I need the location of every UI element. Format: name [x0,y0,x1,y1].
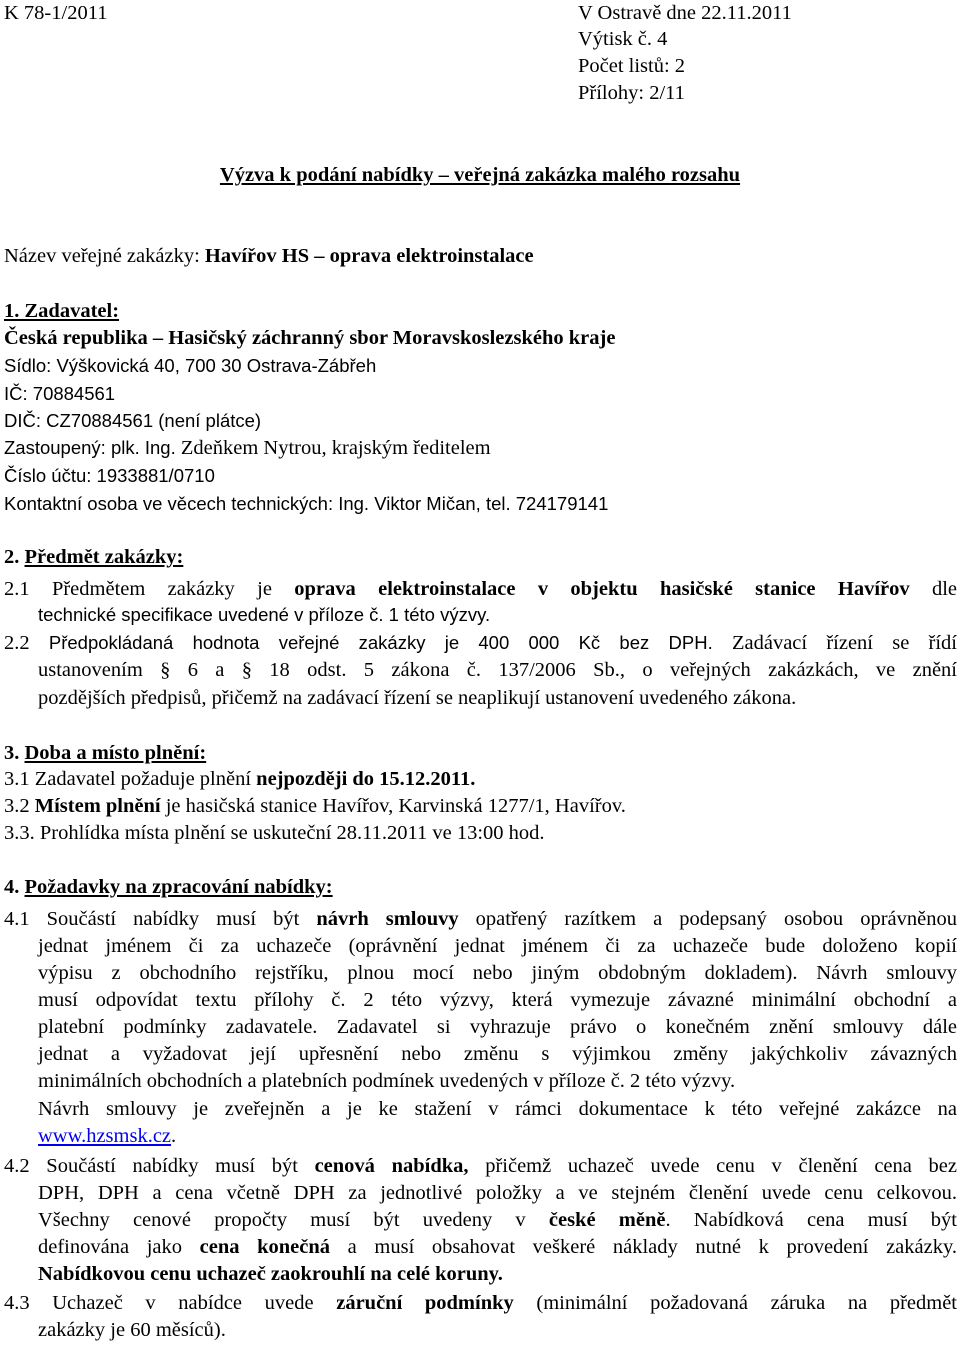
paragraph-4-1-line-7: minimálních obchodních a platebních podmínek uvedených v příloze č. 2 této výzvy. [38,1070,736,1092]
contract-name-value: Havířov HS – oprava elektroinstalace [204,245,534,267]
paragraph-4-1-line-4: musí odpovídat textu přílohy č. 2 této výzvy, která vymezuje závazné minimální obchodní a [38,989,957,1011]
document-title: Výzva k podání nabídky – veřejná zakázka malého rozsahu [219,164,741,186]
authority-representative: Zastoupený: plk. Ing. Zdeňkem Nytrou, krajským ředitelem [4,437,491,459]
authority-dic: DIČ: CZ70884561 (není plátce) [4,410,262,431]
section-2-heading: 2. Předmět zakázky: [4,546,184,568]
paragraph-4-1-line-3: výpisu z obchodního rejstříku, plnou mocí nebo jiným obdobným dokladem). Návrh smlouvy [38,962,957,984]
contract-name-label: Název veřejné zakázky: [4,245,205,267]
paragraph-3-3: 3.3. Prohlídka místa plnění se uskuteční 28.11.2011 ve 13:00 hod. [4,822,545,844]
paragraph-2-1-line-1: 2.1 Předmětem zakázky je oprava elektroinstalace v objektu hasičské stanice Havířov dle [4,578,957,600]
paragraph-3-1: 3.1 Zadavatel požaduje plnění nejpozději do 15.12.2011. [4,768,476,790]
attachments-count: Přílohy: 2/11 [578,82,685,104]
paragraph-4-2-line-2: DPH, DPH a cena včetně DPH za jednotlivé položky a ve stejném členění uvede cenu celkovou. [38,1182,957,1204]
contracting-authority: Česká republika – Hasičský záchranný sbor Moravskoslezského kraje [4,327,616,349]
paragraph-4-2-line-4: definována jako cena konečná a musí obsahovat veškeré náklady nutné k provedení zakázky. [38,1236,958,1258]
paragraph-2-2-line-3: pozdějších předpisů, přičemž na zadávací řízení se neaplikují ustanovení uvedeného zákona. [38,687,797,709]
paragraph-4-2-line-5: Nabídkovou cenu uchazeč zaokrouhlí na celé koruny. [38,1263,503,1285]
paragraph-4-1-line-5: platební podmínky zadavatele. Zadavatel si vyhrazuje právo o konečném znění smlouvy dále [38,1016,957,1038]
paragraph-2-1-line-2: technické specifikace uvedené v příloze č. 1 této výzvy. [38,604,491,625]
section-3-heading: 3. Doba a místo plnění: [4,742,207,764]
place-date: V Ostravě dne 22.11.2011 [578,2,792,24]
paragraph-4-3-line-1: 4.3 Uchazeč v nabídce uvede záruční podmínky (minimální požadovaná záruka na předmět [4,1292,957,1314]
copy-number: Výtisk č. 4 [578,28,668,50]
paragraph-2-2-line-2: ustanovením § 6 a § 18 odst. 5 zákona č. 137/2006 Sb., o veřejných zakázkách, ve znění [38,659,957,681]
sheet-count: Počet listů: 2 [578,55,686,77]
paragraph-4-2-line-1: 4.2 Součástí nabídky musí být cenová nabídka, přičemž uchazeč uvede cenu v členění cena bez [4,1155,958,1177]
document-reference: K 78-1/2011 [4,2,108,24]
paragraph-4-1-line-1: 4.1 Součástí nabídky musí být návrh smlouvy opatřený razítkem a podepsaný osobou oprávněnou [4,908,957,930]
paragraph-4-3-line-2: zakázky je 60 měsíců). [38,1319,226,1341]
paragraph-4-1-line-9: www.hzsmsk.cz. [38,1125,177,1147]
section-1-heading: 1. Zadavatel: [4,300,120,322]
authority-ic: IČ: 70884561 [4,383,116,404]
paragraph-4-1-line-2: jednat jménem či za uchazeče (oprávnění jednat jménem či za uchazeče bude doloženo kopií [38,935,957,957]
paragraph-3-2: 3.2 Místem plnění je hasičská stanice Havířov, Karvinská 1277/1, Havířov. [4,795,626,817]
paragraph-4-1-line-6: jednat a vyžadovat její upřesnění nebo změnu s výjimkou změny jakýchkoliv závazných [38,1043,957,1065]
authority-seat: Sídlo: Výškovická 40, 700 30 Ostrava-Zábřeh [4,355,377,376]
website-link[interactable]: www.hzsmsk.cz [38,1125,172,1147]
paragraph-4-2-line-3: Všechny cenové propočty musí být uvedeny v české měně. Nabídková cena musí být [38,1209,957,1231]
paragraph-2-2-line-1: 2.2 Předpokládaná hodnota veřejné zakázky je 400 000 Kč bez DPH. Zadávací řízení se řídí [4,632,957,654]
section-4-heading: 4. Požadavky na zpracování nabídky: [4,876,333,898]
paragraph-4-1-line-8: Návrh smlouvy je zveřejněn a je ke stažení v rámci dokumentace k této veřejné zakázce na [38,1098,957,1120]
contract-name [4,243,534,270]
technical-contact: Kontaktní osoba ve věcech technických: Ing. Viktor Mičan, tel. 724179141 [4,493,609,514]
bank-account: Číslo účtu: 1933881/0710 [4,465,215,486]
